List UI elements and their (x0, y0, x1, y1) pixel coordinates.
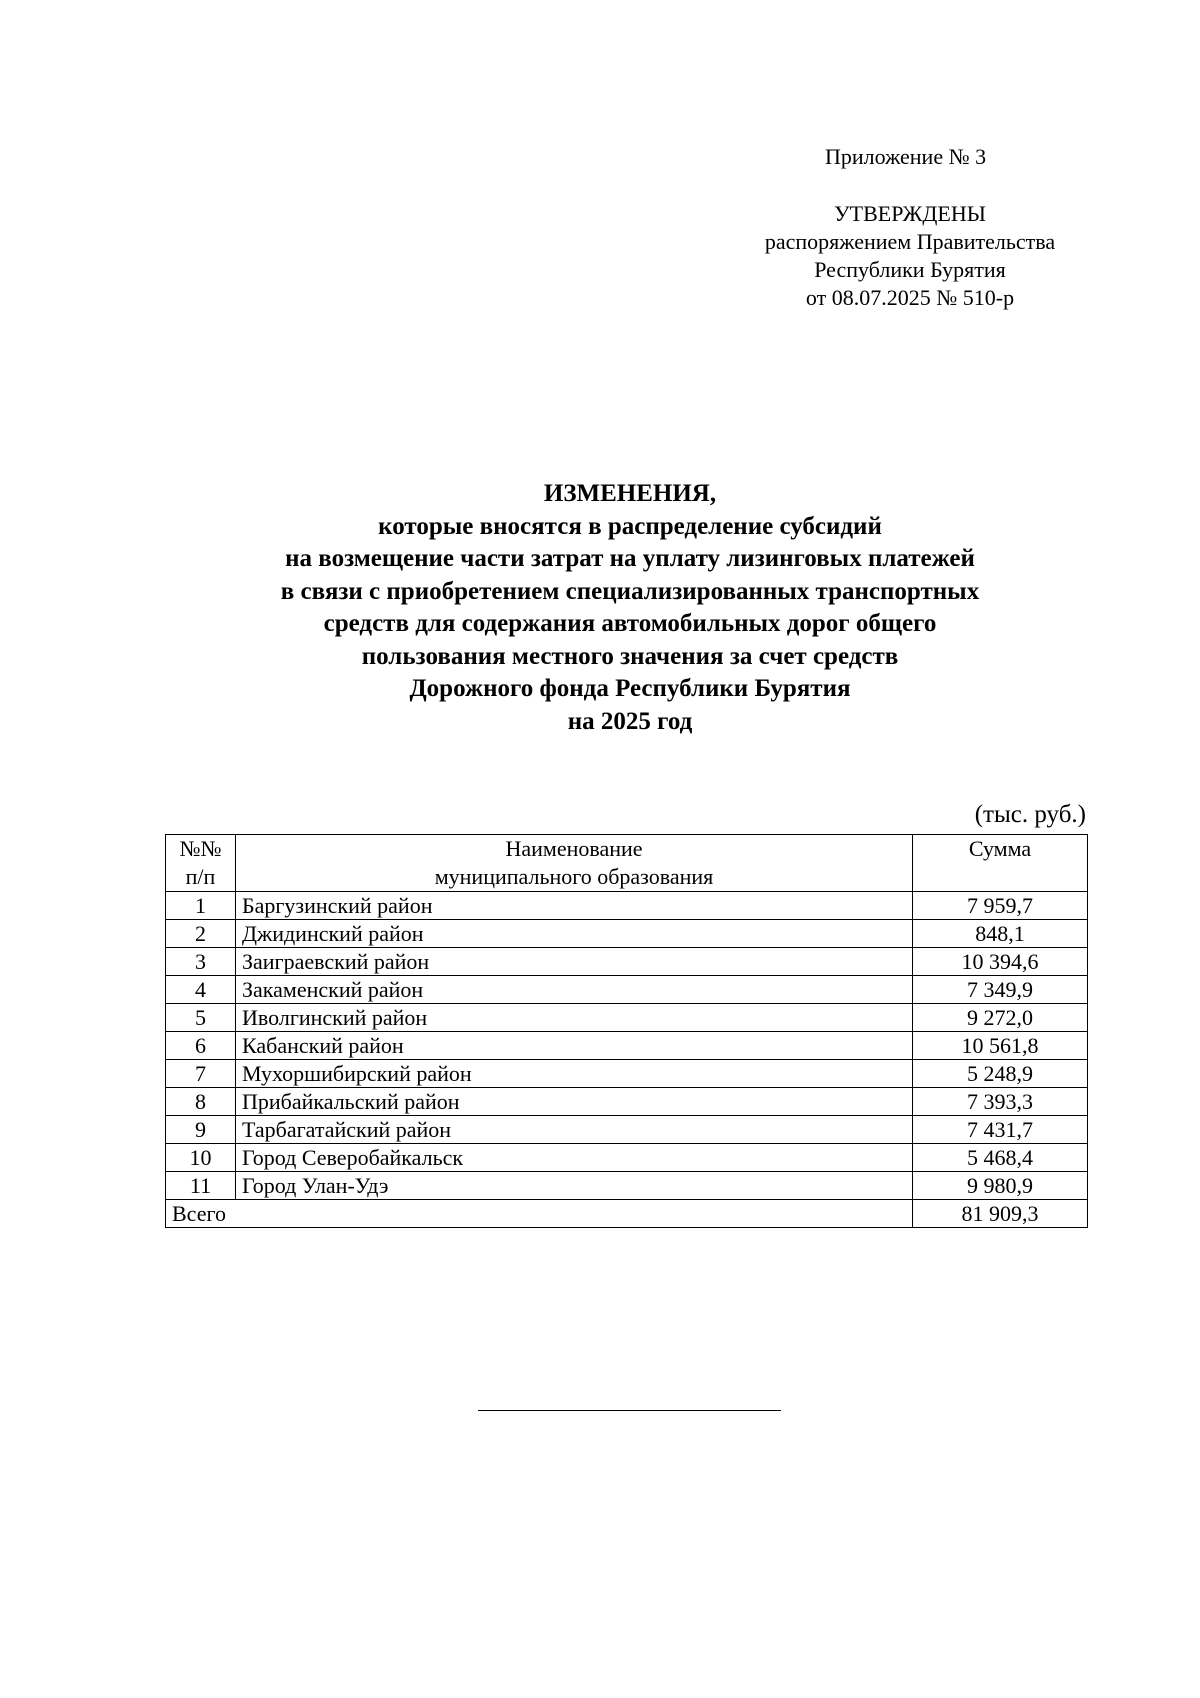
row-sum: 7 349,9 (913, 976, 1088, 1004)
row-name: Закаменский район (236, 976, 913, 1004)
approval-line: распоряжением Правительства (764, 229, 1056, 254)
appendix-label: Приложение № 3 (825, 144, 987, 169)
subsidy-table (165, 834, 1088, 1228)
unit-label: (тыс. руб.) (974, 801, 1086, 828)
title-line: ИЗМЕНЕНИЯ, (543, 480, 717, 507)
header-sum-label: Сумма (968, 836, 1032, 861)
approval-line: Республики Бурятия (814, 257, 1006, 282)
row-sum: 7 431,7 (913, 1116, 1088, 1144)
header-sum (913, 835, 1088, 892)
table-row (166, 1172, 1088, 1200)
table-header-row (166, 835, 1088, 892)
row-number: 6 (166, 1032, 236, 1060)
title-line: на 2025 год (567, 707, 693, 735)
row-sum: 5 248,9 (913, 1060, 1088, 1088)
row-sum: 10 561,8 (913, 1032, 1088, 1060)
row-name: Джидинский район (236, 920, 913, 948)
row-number: 7 (166, 1060, 236, 1088)
title-line: Дорожного фонда Республики Бурятия (409, 675, 851, 702)
table-row (166, 920, 1088, 948)
row-name: Иволгинский район (236, 1004, 913, 1032)
row-number: 10 (166, 1144, 236, 1172)
row-name: Город Улан-Удэ (236, 1172, 913, 1200)
row-sum: 9 272,0 (913, 1004, 1088, 1032)
closing-separator-line (478, 1410, 781, 1411)
row-sum: 7 393,3 (913, 1088, 1088, 1116)
title-line: которые вносятся в распределение субсидий (378, 512, 882, 540)
title-line: средств для содержания автомобильных дорог общего (323, 610, 937, 637)
total-sum: 81 909,3 (913, 1200, 1088, 1228)
header-name-line2: муниципального образования (434, 864, 714, 889)
row-name: Баргузинский район (236, 892, 913, 920)
table-row (166, 948, 1088, 976)
row-number: 2 (166, 920, 236, 948)
title-line: на возмещение части затрат на уплату лизинговых платежей (285, 545, 975, 572)
row-number: 11 (166, 1172, 236, 1200)
table-row (166, 1060, 1088, 1088)
table-row (166, 976, 1088, 1004)
row-name: Город Северобайкальск (236, 1144, 913, 1172)
row-name: Мухоршибирский район (236, 1060, 913, 1088)
row-name: Кабанский район (236, 1032, 913, 1060)
table-row (166, 1088, 1088, 1116)
approval-line: УТВЕРЖДЕНЫ (834, 201, 986, 226)
approval-block (740, 200, 1080, 312)
header-name (236, 835, 913, 892)
row-number: 1 (166, 892, 236, 920)
row-sum: 7 959,7 (913, 892, 1088, 920)
row-number: 9 (166, 1116, 236, 1144)
header-number-line2: п/п (185, 864, 216, 889)
row-name: Тарбагатайский район (236, 1116, 913, 1144)
table-row (166, 1032, 1088, 1060)
row-sum: 5 468,4 (913, 1144, 1088, 1172)
approval-line: от 08.07.2025 № 510-р (805, 285, 1015, 310)
row-number: 4 (166, 976, 236, 1004)
row-number: 8 (166, 1088, 236, 1116)
row-name: Прибайкальский район (236, 1088, 913, 1116)
document-title (120, 478, 1140, 738)
row-number: 5 (166, 1004, 236, 1032)
header-number-line1: №№ (179, 836, 222, 861)
table-total-row (166, 1200, 1088, 1228)
row-sum: 10 394,6 (913, 948, 1088, 976)
header-number (166, 835, 236, 892)
table-row (166, 1144, 1088, 1172)
table-row (166, 892, 1088, 920)
total-label: Всего (166, 1200, 913, 1228)
title-line: пользования местного значения за счет средств (361, 642, 899, 670)
title-line: в связи с приобретением специализированных транспортных (280, 577, 980, 605)
row-name: Заиграевский район (236, 948, 913, 976)
row-number: 3 (166, 948, 236, 976)
table-row (166, 1004, 1088, 1032)
row-sum: 9 980,9 (913, 1172, 1088, 1200)
row-sum: 848,1 (913, 920, 1088, 948)
table-row (166, 1116, 1088, 1144)
header-name-line1: Наименование (505, 836, 643, 861)
